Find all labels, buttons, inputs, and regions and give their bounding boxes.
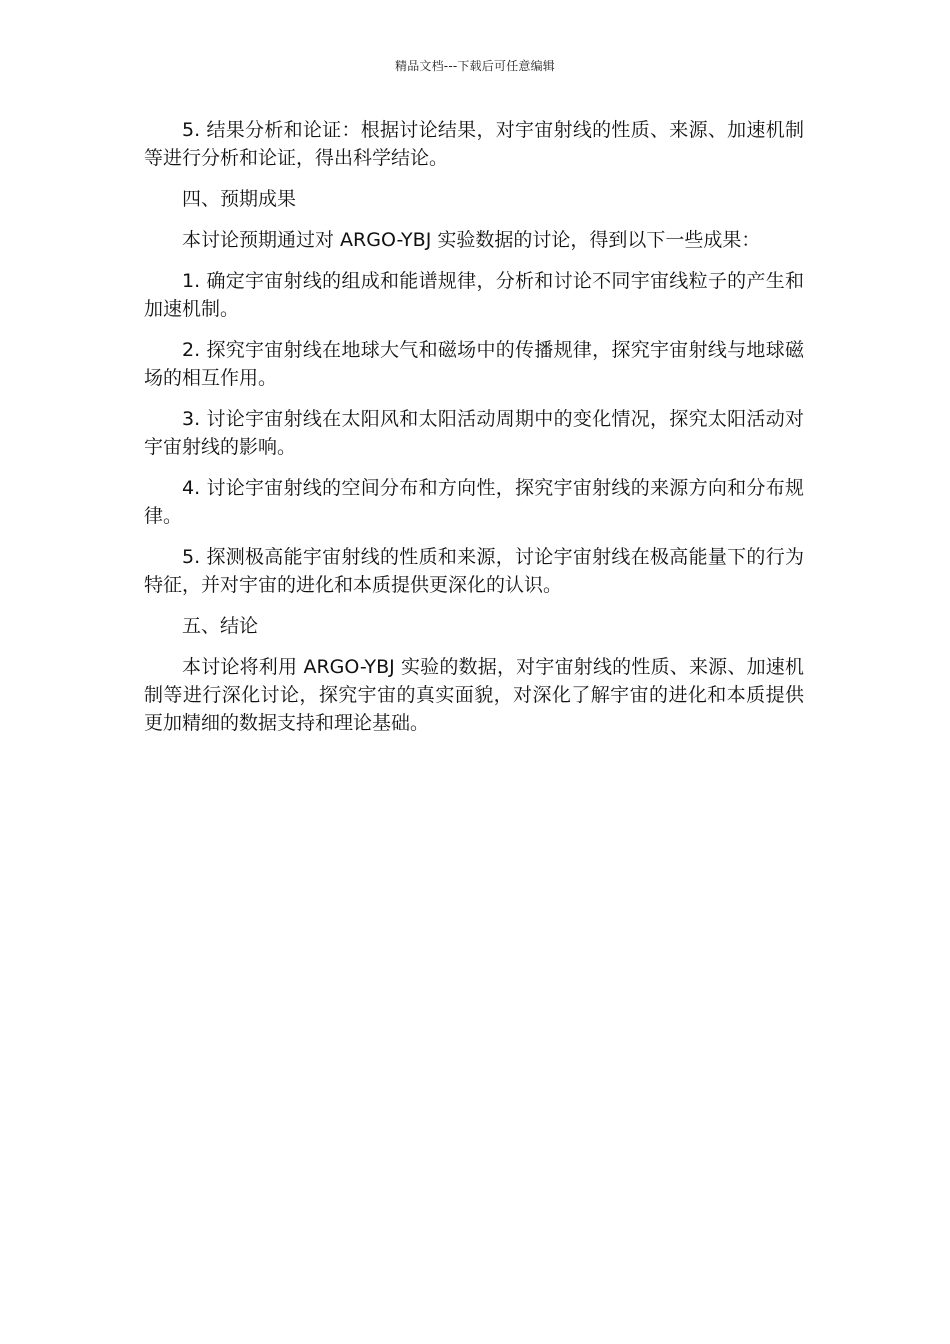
section-heading-conclusion: 五、结论 <box>182 615 259 637</box>
paragraph-analysis-step: 5. 结果分析和论证：根据讨论结果，对宇宙射线的性质、来源、加速机制等进行分析和论证，得出科学结论。 <box>144 119 804 169</box>
result-item-5: 5. 探测极高能宇宙射线的性质和来源，讨论宇宙射线在极高能量下的行为特征，并对宇宙的进化和本质提供更深化的认识。 <box>144 546 804 596</box>
result-item-2: 2. 探究宇宙射线在地球大气和磁场中的传播规律，探究宇宙射线与地球磁场的相互作用。 <box>144 339 804 389</box>
result-item-4: 4. 讨论宇宙射线的空间分布和方向性，探究宇宙射线的来源方向和分布规律。 <box>144 477 804 527</box>
result-item-1: 1. 确定宇宙射线的组成和能谱规律，分析和讨论不同宇宙线粒子的产生和加速机制。 <box>144 270 804 320</box>
section-heading-expected-results: 四、预期成果 <box>182 188 297 210</box>
page-header: 精品文档---下载后可任意编辑 <box>395 59 555 73</box>
result-item-3: 3. 讨论宇宙射线在太阳风和太阳活动周期中的变化情况，探究太阳活动对宇宙射线的影响。 <box>144 408 804 458</box>
document-body <box>144 116 804 750</box>
paragraph-conclusion: 本讨论将利用 ARGO-YBJ 实验的数据，对宇宙射线的性质、来源、加速机制等进行深化讨论，探究宇宙的真实面貌，对深化了解宇宙的进化和本质提供更加精细的数据支持和理论基础。 <box>144 656 804 734</box>
paragraph-results-intro: 本讨论预期通过对 ARGO-YBJ 实验数据的讨论，得到以下一些成果： <box>182 229 761 251</box>
